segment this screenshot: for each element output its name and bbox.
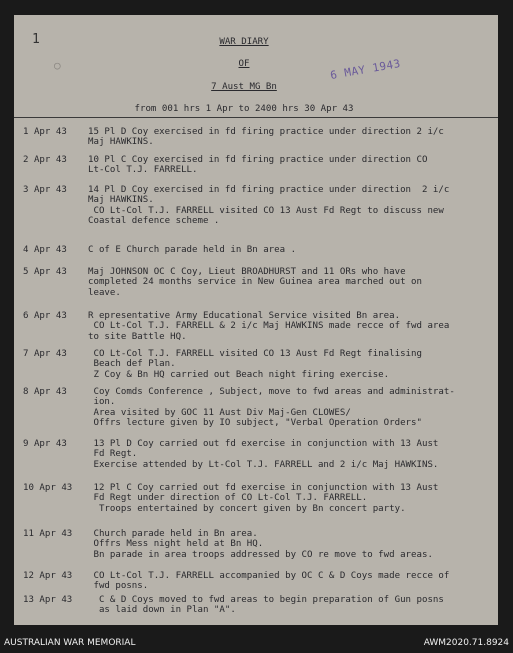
entry-text [88, 529, 492, 560]
entry-date: 6 Apr 43 [23, 311, 67, 321]
entry-text [88, 571, 492, 592]
entry-text [88, 387, 492, 429]
footer-institution: AUSTRALIAN WAR MEMORIAL [4, 638, 136, 648]
pencil-mark: 1 [32, 32, 40, 47]
entry-line: Bn parade in area troops addressed by CO re move to fwd areas. [88, 549, 433, 560]
entry-line: Area visited by GOC 11 Aust Div Maj-Gen CLOWES/ [88, 407, 351, 418]
entry-line: CO Lt-Col T.J. FARRELL visited CO 13 Aust Fd Regt finalising [88, 349, 422, 359]
entry-line: Troops entertained by concert given by Bn concert party. [88, 503, 406, 514]
entry-date: 12 Apr 43 [23, 571, 73, 581]
entry-line: Maj JOHNSON OC C Coy, Lieut BROADHURST and 11 ORs who have [88, 267, 406, 277]
entry-text [88, 127, 492, 148]
entry-line: Beach def Plan. [88, 359, 176, 370]
entry-line: 12 Pl C Coy carried out fd exercise in conjunction with 13 Aust [88, 483, 439, 493]
header-divider [14, 117, 498, 118]
entry-date: 7 Apr 43 [23, 349, 67, 359]
entry-line: 14 Pl D Coy exercised in fd firing practice under direction 2 i/c [88, 185, 450, 195]
entry-text [88, 349, 492, 380]
entry-date: 13 Apr 43 [23, 595, 73, 605]
hole-punch-mark: ○ [54, 59, 61, 72]
entry-line: Coastal defence scheme . [88, 216, 220, 227]
entry-line: Maj HAWKINS. [88, 137, 154, 148]
entry-date: 3 Apr 43 [23, 185, 67, 195]
entry-date: 2 Apr 43 [23, 155, 67, 165]
received-stamp: 6 MAY 1943 [329, 56, 402, 83]
diary-of: OF [238, 59, 250, 70]
entry-text [88, 185, 492, 227]
entry-line: fwd posns. [88, 581, 149, 592]
entry-line: 13 Pl D Coy carried out fd exercise in conjunction with 13 Aust [88, 439, 439, 449]
entry-line: Z Coy & Bn HQ carried out Beach night firing exercise. [88, 369, 390, 380]
diary-header [14, 32, 474, 127]
entry-line: Church parade held in Bn area. [88, 529, 258, 539]
entry-line: to site Battle HQ. [88, 331, 187, 342]
entry-line: as laid down in Plan "A". [88, 605, 236, 616]
entry-date: 5 Apr 43 [23, 267, 67, 277]
entry-line: CO Lt-Col T.J. FARRELL visited CO 13 Aust Fd Regt to discuss new [88, 205, 444, 216]
entry-date: 8 Apr 43 [23, 387, 67, 397]
entry-line: 15 Pl D Coy exercised in fd firing practice under direction 2 i/c [88, 127, 444, 137]
entry-text [88, 483, 492, 514]
entry-text [88, 595, 492, 616]
entry-line: Maj HAWKINS. [88, 195, 154, 206]
entry-date: 11 Apr 43 [23, 529, 73, 539]
entry-date: 1 Apr 43 [23, 127, 67, 137]
entry-line: leave. [88, 287, 121, 298]
entry-text [88, 439, 492, 470]
entry-text [88, 155, 492, 176]
entry-text [88, 245, 492, 255]
entry-line: 10 Pl C Coy exercised in fd firing practice under direction CO [88, 155, 428, 165]
footer-accession-number: AWM2020.71.8924 [423, 638, 509, 648]
entry-line: C & D Coys moved to fwd areas to begin preparation of Gun posns [88, 595, 444, 605]
entry-line: Coy Comds Conference , Subject, move to fwd areas and administrat- [88, 387, 455, 397]
entry-text [88, 311, 492, 342]
entry-line: CO Lt-Col T.J. FARRELL & 2 i/c Maj HAWKINS made recce of fwd area [88, 321, 450, 332]
diary-title: WAR DIARY [219, 37, 269, 47]
entry-line: Exercise attended by Lt-Col T.J. FARRELL and 2 i/c Maj HAWKINS. [88, 459, 439, 470]
entry-line: Fd Regt under direction of CO Lt-Col T.J. FARRELL. [88, 493, 368, 504]
entry-text [88, 267, 492, 298]
entry-line: Fd Regt. [88, 449, 138, 460]
entry-line: Lt-Col T.J. FARRELL. [88, 165, 198, 176]
entry-line: completed 24 months service in New Guinea area marched out on [88, 277, 422, 288]
entry-line: Offrs Mess night held at Bn HQ. [88, 539, 264, 550]
entry-line: Offrs lecture given by IO subject, "Verbal Operation Orders" [88, 418, 422, 429]
entry-date: 10 Apr 43 [23, 483, 73, 493]
unit-name: 7 Aust MG Bn [211, 81, 277, 92]
entry-line: ion. [88, 397, 116, 408]
entry-line: C of E Church parade held in Bn area . [88, 245, 297, 255]
entry-line: CO Lt-Col T.J. FARRELL accompanied by OC C & D Coys made recce of [88, 571, 450, 581]
entry-date: 4 Apr 43 [23, 245, 67, 255]
entry-date: 9 Apr 43 [23, 439, 67, 449]
entry-line: R epresentative Army Educational Service visited Bn area. [88, 311, 401, 321]
date-range: from 001 hrs 1 Apr to 2400 hrs 30 Apr 43 [134, 104, 354, 115]
diary-page [14, 15, 498, 625]
